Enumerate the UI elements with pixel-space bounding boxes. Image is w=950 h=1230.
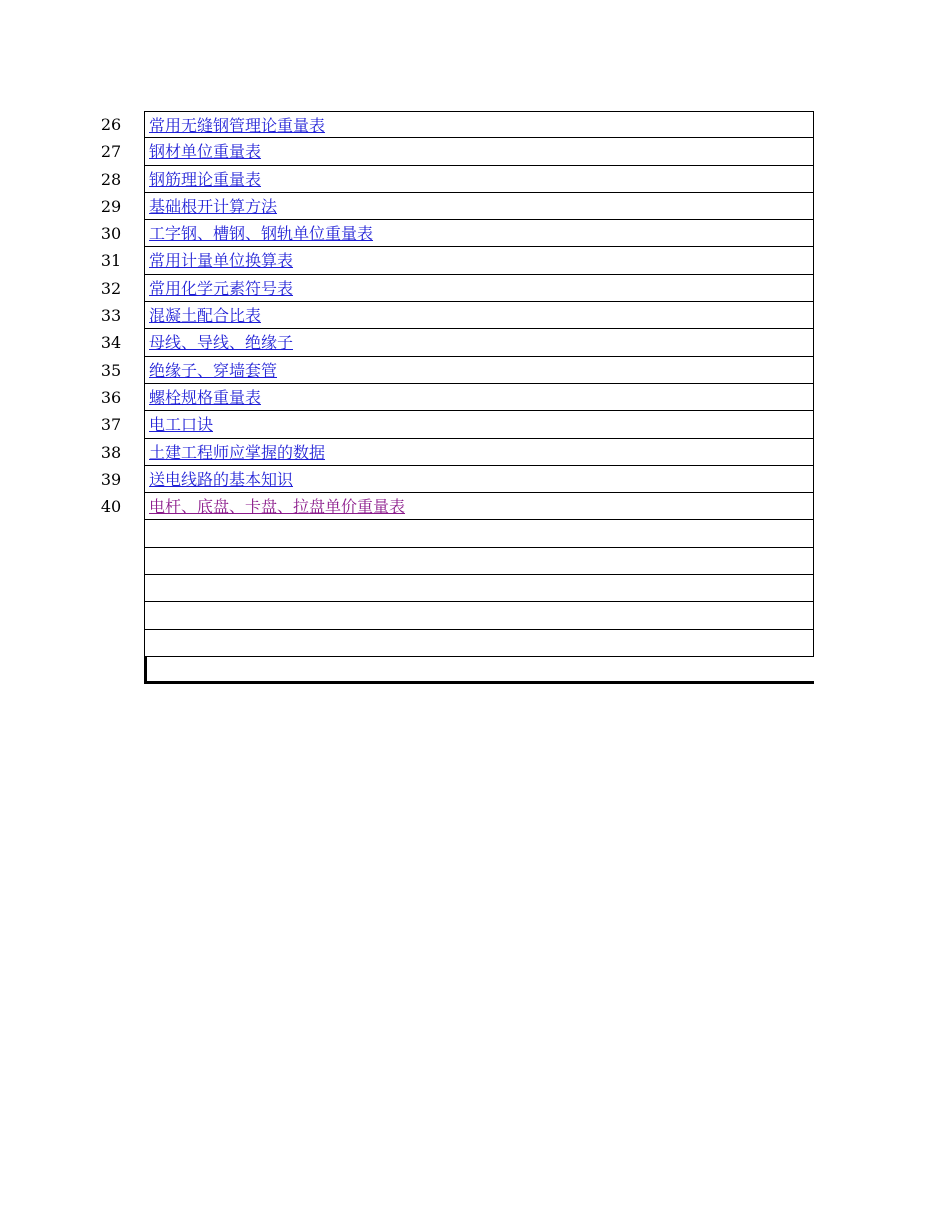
table-cell[interactable] bbox=[144, 111, 814, 138]
table-row bbox=[0, 357, 950, 384]
table-row bbox=[0, 220, 950, 247]
row-number: 35 bbox=[100, 360, 122, 380]
row-number: 30 bbox=[100, 224, 122, 244]
empty-row bbox=[0, 657, 950, 684]
table-cell[interactable] bbox=[144, 466, 814, 493]
empty-row bbox=[0, 602, 950, 629]
hyperlink[interactable]: 基础根开计算方法 bbox=[149, 196, 278, 216]
spreadsheet-table bbox=[0, 111, 950, 684]
empty-row bbox=[0, 548, 950, 575]
table-row bbox=[0, 439, 950, 466]
table-cell[interactable] bbox=[144, 166, 814, 193]
table-row bbox=[0, 466, 950, 493]
table-row bbox=[0, 138, 950, 165]
hyperlink[interactable]: 电工口诀 bbox=[149, 415, 214, 435]
hyperlink[interactable]: 钢筋理论重量表 bbox=[149, 169, 262, 189]
hyperlink[interactable]: 混凝土配合比表 bbox=[149, 306, 262, 326]
table-row bbox=[0, 302, 950, 329]
table-cell[interactable] bbox=[144, 357, 814, 384]
table-cell[interactable] bbox=[144, 329, 814, 356]
empty-cell[interactable] bbox=[144, 575, 814, 602]
table-row bbox=[0, 111, 950, 138]
row-number: 34 bbox=[100, 333, 122, 353]
row-number: 37 bbox=[100, 415, 122, 435]
row-number: 26 bbox=[100, 115, 122, 134]
table-row bbox=[0, 247, 950, 274]
empty-row bbox=[0, 520, 950, 547]
empty-cell[interactable] bbox=[144, 657, 814, 684]
hyperlink-visited[interactable]: 电杆、底盘、卡盘、拉盘单价重量表 bbox=[149, 497, 406, 517]
row-number: 32 bbox=[100, 278, 122, 298]
hyperlink[interactable]: 送电线路的基本知识 bbox=[149, 469, 294, 489]
row-number: 27 bbox=[100, 142, 122, 162]
table-cell[interactable] bbox=[144, 384, 814, 411]
table-row bbox=[0, 275, 950, 302]
table-cell[interactable] bbox=[144, 275, 814, 302]
row-number: 33 bbox=[100, 306, 122, 326]
hyperlink[interactable]: 绝缘子、穿墙套管 bbox=[149, 360, 278, 380]
hyperlink[interactable]: 钢材单位重量表 bbox=[149, 142, 262, 162]
row-number: 38 bbox=[100, 442, 122, 462]
empty-row bbox=[0, 575, 950, 602]
row-number: 29 bbox=[100, 196, 122, 216]
row-number: 36 bbox=[100, 387, 122, 407]
empty-cell[interactable] bbox=[144, 520, 814, 547]
row-number: 39 bbox=[100, 469, 122, 489]
hyperlink[interactable]: 常用无缝钢管理论重量表 bbox=[149, 116, 326, 135]
table-row bbox=[0, 493, 950, 520]
hyperlink[interactable]: 常用化学元素符号表 bbox=[149, 278, 294, 298]
table-cell[interactable] bbox=[144, 138, 814, 165]
table-cell[interactable] bbox=[144, 220, 814, 247]
row-number: 31 bbox=[100, 251, 122, 271]
table-row bbox=[0, 193, 950, 220]
empty-cell[interactable] bbox=[144, 548, 814, 575]
table-row bbox=[0, 166, 950, 193]
table-row bbox=[0, 329, 950, 356]
empty-row bbox=[0, 630, 950, 657]
table-row bbox=[0, 384, 950, 411]
row-number: 28 bbox=[100, 169, 122, 189]
empty-cell[interactable] bbox=[144, 602, 814, 629]
empty-cell[interactable] bbox=[144, 630, 814, 657]
hyperlink[interactable]: 常用计量单位换算表 bbox=[149, 251, 294, 271]
table-row bbox=[0, 411, 950, 438]
table-cell[interactable] bbox=[144, 193, 814, 220]
table-cell[interactable] bbox=[144, 411, 814, 438]
hyperlink[interactable]: 母线、导线、绝缘子 bbox=[149, 333, 294, 353]
hyperlink[interactable]: 工字钢、槽钢、钢轨单位重量表 bbox=[149, 224, 374, 244]
hyperlink[interactable]: 土建工程师应掌握的数据 bbox=[149, 442, 326, 462]
table-cell[interactable] bbox=[144, 247, 814, 274]
row-number: 40 bbox=[100, 497, 122, 517]
table-cell[interactable] bbox=[144, 493, 814, 520]
hyperlink[interactable]: 螺栓规格重量表 bbox=[149, 387, 262, 407]
table-cell[interactable] bbox=[144, 439, 814, 466]
table-cell[interactable] bbox=[144, 302, 814, 329]
